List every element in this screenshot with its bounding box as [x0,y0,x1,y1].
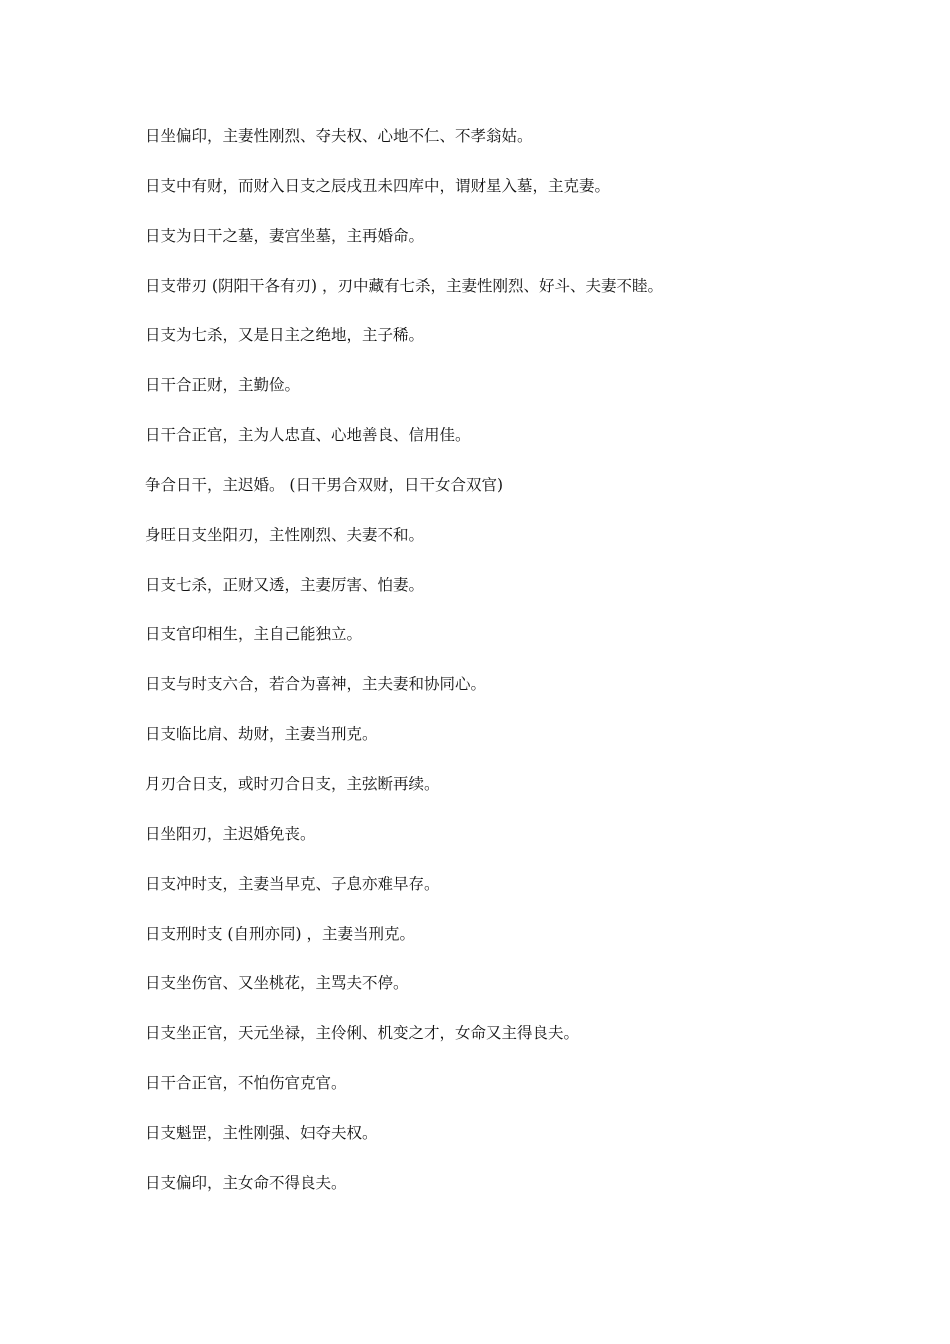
text-line: 日干合正财，主勤俭。 [145,376,301,395]
text-lines [145,124,905,1221]
text-line: 争合日干，主迟婚。 (日干男合双财，日干女合双官) [145,475,504,494]
text-line: 日支偏印，主女命不得良夫。 [145,1173,347,1192]
text-line: 月刃合日支，或时刃合日支，主弦断再续。 [145,774,440,793]
text-line: 日支七杀，正财又透，主妻厉害、怕妻。 [145,575,425,594]
text-line: 日支为日干之墓，妻宫坐墓，主再婚命。 [145,226,425,245]
text-line: 日支坐正官，天元坐禄，主伶俐、机变之才，女命又主得良夫。 [145,1024,580,1043]
text-line: 身旺日支坐阳刃，主性刚烈、夫妻不和。 [145,525,425,544]
text-line: 日干合正官，主为人忠直、心地善良、信用佳。 [145,426,471,445]
text-line: 日支魁罡，主性刚强、妇夺夫权。 [145,1123,378,1142]
text-line: 日支为七杀，又是日主之绝地，主子稀。 [145,326,425,345]
text-line: 日支官印相生，主自己能独立。 [145,625,363,644]
text-line: 日支坐伤官、又坐桃花，主骂夫不停。 [145,974,409,993]
text-line: 日支刑时支 (自刑亦同) ，主妻当刑克。 [145,924,415,943]
text-line: 日坐阳刃，主迟婚免丧。 [145,824,316,843]
text-line: 日支冲时支，主妻当早克、子息亦难早存。 [145,874,440,893]
text-line: 日干合正官，不怕伤官克官。 [145,1074,347,1093]
text-line: 日支中有财，而财入日支之辰戌丑未四库中，谓财星入墓，主克妻。 [145,176,611,195]
text-line: 日支临比肩、劫财，主妻当刑克。 [145,725,378,744]
text-line: 日支与时支六合，若合为喜神，主夫妻和协同心。 [145,675,487,694]
text-line: 日支带刃 (阴阳干各有刃) ，刃中藏有七杀，主妻性刚烈、好斗、夫妻不睦。 [145,276,663,295]
text-line: 日坐偏印，主妻性刚烈、夺夫权、心地不仁、不孝翁姑。 [145,127,533,145]
